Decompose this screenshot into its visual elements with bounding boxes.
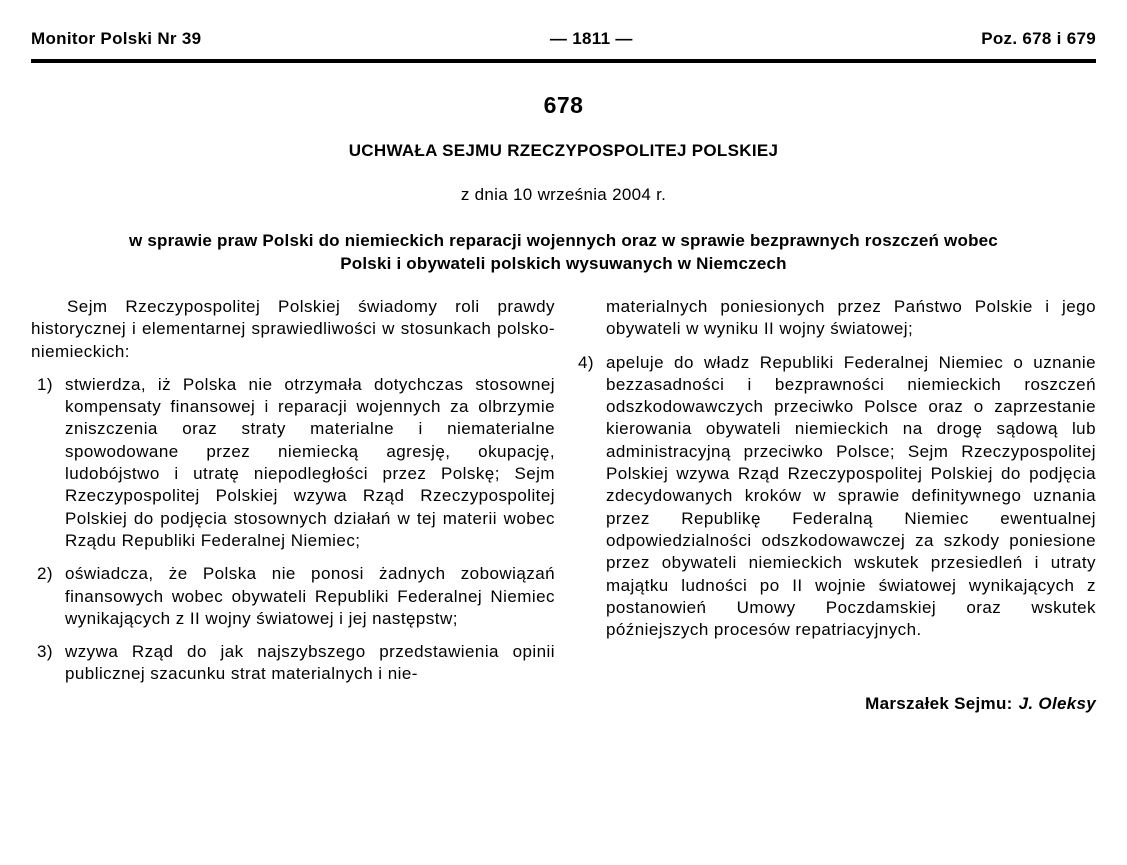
page-number: — 1811 — (549, 29, 633, 48)
page-header (31, 30, 1096, 48)
act-subject (31, 229, 1096, 275)
left-column (31, 296, 555, 716)
list-item-1 (31, 374, 555, 552)
item-1-text: stwierdza, iż Polska nie otrzymała dotychczas stosownej kompensaty finansowej i reparacji wojennych za olbrzymie zniszczenia oraz straty materialne i niematerialne spowodowane przez niemiecką agresję, okupację, ludobójstwo i utratę niepodległości przez Polskę; Sejm Rzeczypospolitej Polskiej wzywa Rząd Rzeczypospolitej Polskiej do podjęcia stosownych działań w tej materii wobec Rządu Republiki Federalnej Niemiec; (65, 374, 555, 550)
item-1-number: 1) (37, 374, 54, 394)
act-number: 678 (543, 92, 584, 118)
act-subject-line-1: w sprawie praw Polski do niemieckich reparacji wojennych oraz w sprawie bezprawnych roszczeń wobec (129, 231, 998, 250)
list-item-2 (31, 563, 555, 630)
intro-paragraph: Sejm Rzeczypospolitej Polskiej świadomy roli prawdy historycznej i elementarnej sprawiedliwości w stosunkach polsko-niemieckich: (31, 297, 555, 361)
signature (572, 693, 1096, 715)
signature-label: Marszałek Sejmu: (865, 694, 1013, 714)
act-title: UCHWAŁA SEJMU RZECZYPOSPOLITEJ POLSKIEJ (348, 141, 779, 160)
journal-name: Monitor Polski Nr 39 (31, 29, 202, 48)
body-columns (31, 296, 1096, 716)
item-4-number: 4) (578, 352, 595, 372)
list-item-4 (572, 352, 1096, 642)
item-2-text: oświadcza, że Polska nie ponosi żadnych zobowiązań finansowych wobec obywateli Republiki Federalnej Niemiec wynikających z II wojny światowej i jej następstw; (65, 564, 555, 628)
item-2-number: 2) (37, 564, 54, 584)
item-4-text: apeluje do władz Republiki Federalnej Niemiec o uznanie bezzasadności i bezprawności niemieckich roszczeń odszkodowawczych przeciwko Polsce oraz o zaprzestanie kierowania obywateli niemieckich na drogę sądową lub administracyjną przeciwko Polsce; Sejm Rzeczypospolitej Polskiej wzywa Rząd Rzeczypospolitej Polskiej do podjęcia zdecydowanych kroków w sprawie definitywnego uznania przez Republikę Federalną Niemiec ewentualnej odpowiedzialności odszkodowawczej za szkody poniesione przez obywateli niemieckich wskutek przesiedleń i utraty majątku ludności po II wojnie światowej wynikających z postanowień Umowy Poczdamskiej oraz wskutek późniejszych procesów repatriacyjnych. (606, 352, 1096, 640)
signature-name: J. Oleksy (1018, 694, 1096, 714)
position-number: Poz. 678 i 679 (981, 29, 1096, 48)
header-rule (31, 59, 1096, 63)
item-3-continuation: materialnych poniesionych przez Państwo Polskie i jego obywateli w wyniku II wojny światowej; (606, 297, 1096, 339)
right-column (572, 296, 1096, 716)
act-subject-line-2: Polski i obywateli polskich wysuwanych w Niemczech (340, 254, 787, 273)
item-3-number: 3) (37, 642, 54, 662)
act-date: z dnia 10 września 2004 r. (460, 185, 667, 204)
list-item-3 (31, 641, 555, 686)
item-3-text: wzywa Rząd do jak najszybszego przedstawienia opinii publicznej szacunku strat materialnych i nie- (65, 642, 555, 684)
